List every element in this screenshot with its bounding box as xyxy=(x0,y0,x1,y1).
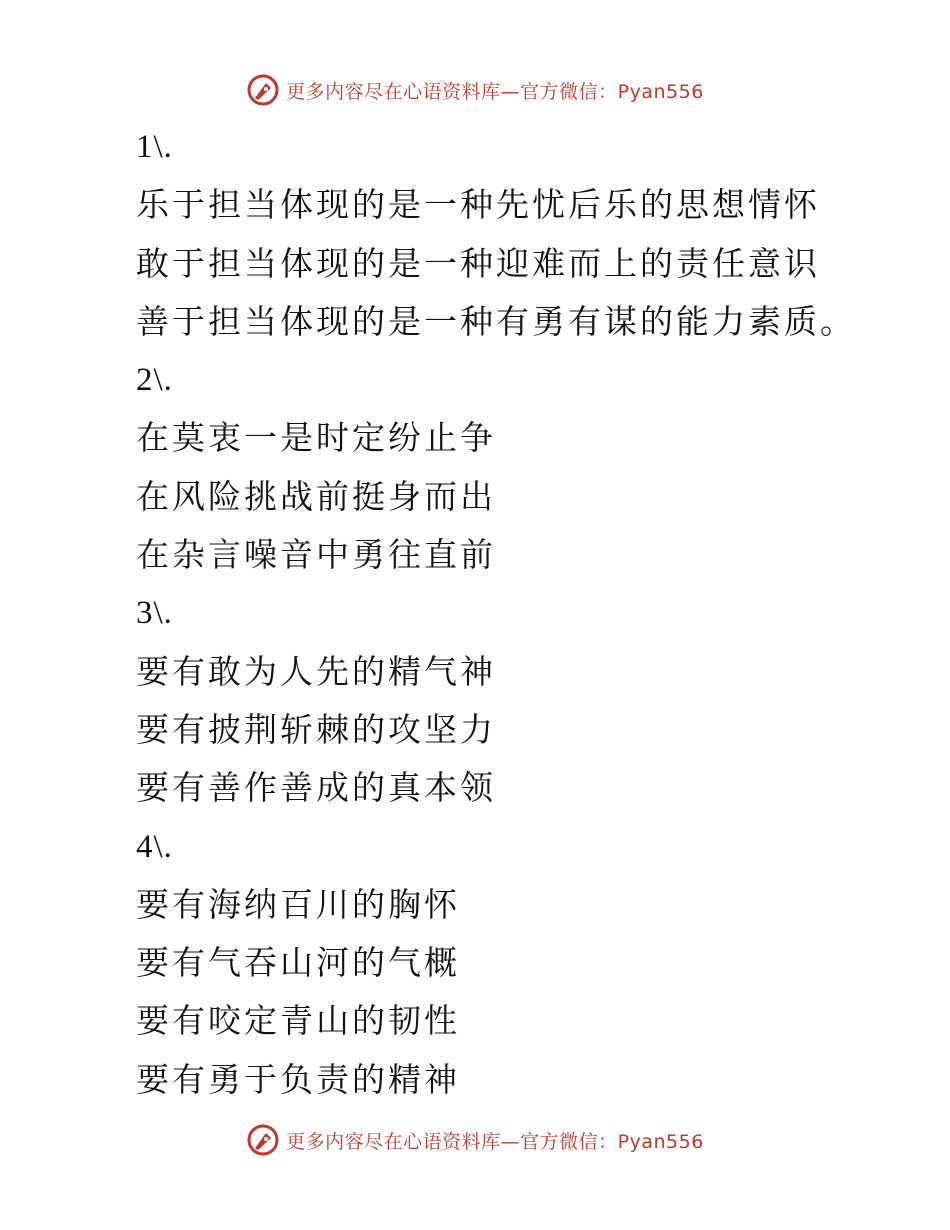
text-line: 要有披荆斩棘的攻坚力 xyxy=(136,709,496,749)
text-line: 在风险挑战前挺身而出 xyxy=(136,476,496,516)
text-line: 要有勇于负责的精神 xyxy=(136,1059,460,1099)
section-number-2: 2\. xyxy=(136,362,173,399)
text-line: 乐于担当体现的是一种先忧后乐的思想情怀 xyxy=(136,185,820,225)
text-line: 在莫衷一是时定纷止争 xyxy=(136,418,496,458)
document-body xyxy=(136,118,916,1109)
section-number-1: 1\. xyxy=(136,129,173,165)
text-line: 在杂言噪音中勇往直前 xyxy=(136,535,496,575)
section-number-4: 4\. xyxy=(136,828,173,865)
header-watermark-text: 更多内容尽在心语资料库—官方微信：Pyan556 xyxy=(286,80,704,103)
text-line: 要有敢为人先的精气神 xyxy=(136,651,496,691)
header-watermark xyxy=(0,72,950,108)
pen-nib-logo-icon xyxy=(246,73,280,107)
text-line: 敢于担当体现的是一种迎难而上的责任意识 xyxy=(136,243,820,283)
text-line: 善于担当体现的是一种有勇有谋的能力素质。 xyxy=(136,301,856,341)
text-line: 要有气吞山河的气概 xyxy=(136,943,460,983)
text-line: 要有海纳百川的胸怀 xyxy=(136,884,460,924)
footer-watermark xyxy=(0,1122,950,1158)
pen-nib-logo-icon xyxy=(246,1123,280,1157)
text-line: 要有善作善成的真本领 xyxy=(136,768,496,808)
text-line: 要有咬定青山的韧性 xyxy=(136,1001,460,1041)
footer-watermark-text: 更多内容尽在心语资料库—官方微信：Pyan556 xyxy=(286,1130,704,1153)
section-number-3: 3\. xyxy=(136,595,173,632)
